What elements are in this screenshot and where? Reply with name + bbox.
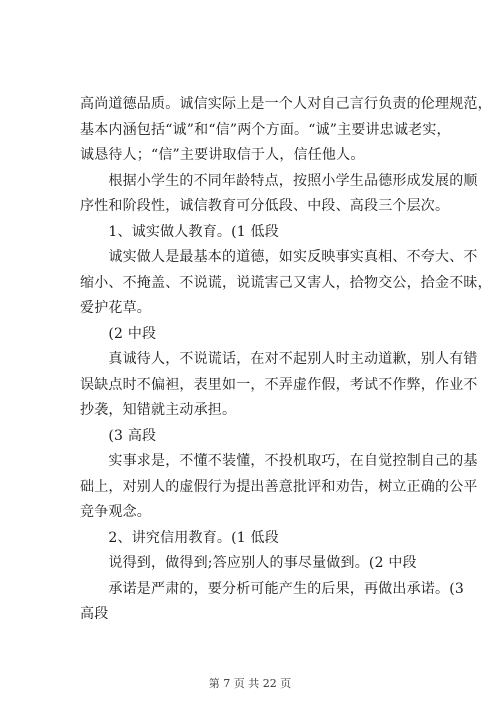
text-line: 实事求是，不懂不装懂，不投机取巧，在自觉控制自己的基	[80, 453, 478, 469]
text-line: 诚实做人是最基本的道德，如实反映事实真相、不夸大、不	[80, 249, 478, 265]
section-heading: 1、诚实做人教育。(1 低段	[80, 223, 279, 240]
text-line: 承诺是严肃的，要分析可能产生的后果，再做出承诺。(3	[80, 580, 464, 597]
text-line: 高尚道德品质。诚信实际上是一个人对自己言行负责的伦理规范，	[80, 96, 492, 112]
text-line: 根据小学生的不同年龄特点，按照小学生品德形成发展的顺	[80, 172, 478, 189]
subsection-heading: (2 中段	[80, 325, 157, 342]
text-line: 础上，对别人的虚假行为提出善意批评和劝告，树立正确的公平	[80, 478, 478, 495]
subsection-heading: (3 高段	[80, 427, 157, 444]
text-line: 说得到，做得到;答应别人的事尽量做到。(2 中段	[80, 555, 417, 571]
body-text	[80, 92, 492, 628]
text-line: 高段	[80, 606, 109, 622]
text-line: 抄袭，知错就主动承担。	[80, 402, 237, 418]
section-heading: 2、讲究信用教育。(1 低段	[80, 529, 279, 546]
text-line: 竞争观念。	[80, 504, 151, 520]
text-line: 缩小、不掩盖、不说谎，说谎害己又害人，拾物交公，拾金不昧，	[80, 274, 492, 291]
text-line: 误缺点时不偏袒，表里如一，不弄虚作假，考试不作弊，作业不	[80, 376, 478, 393]
text-line: 爱护花草。	[80, 300, 151, 316]
text-line: 序性和阶段性，诚信教育可分低段、中段、高段三个层次。	[80, 198, 450, 214]
text-line: 诚恳待人；“信”主要讲取信于人，信任他人。	[80, 147, 365, 163]
text-line: 真诚待人，不说谎话，在对不起别人时主动道歉，别人有错	[80, 351, 478, 367]
text-line: 基本内涵包括“诚”和“信”两个方面。“诚”主要讲忠诚老实，	[80, 121, 451, 138]
page-footer: 第 7 页 共 22 页	[208, 677, 292, 690]
